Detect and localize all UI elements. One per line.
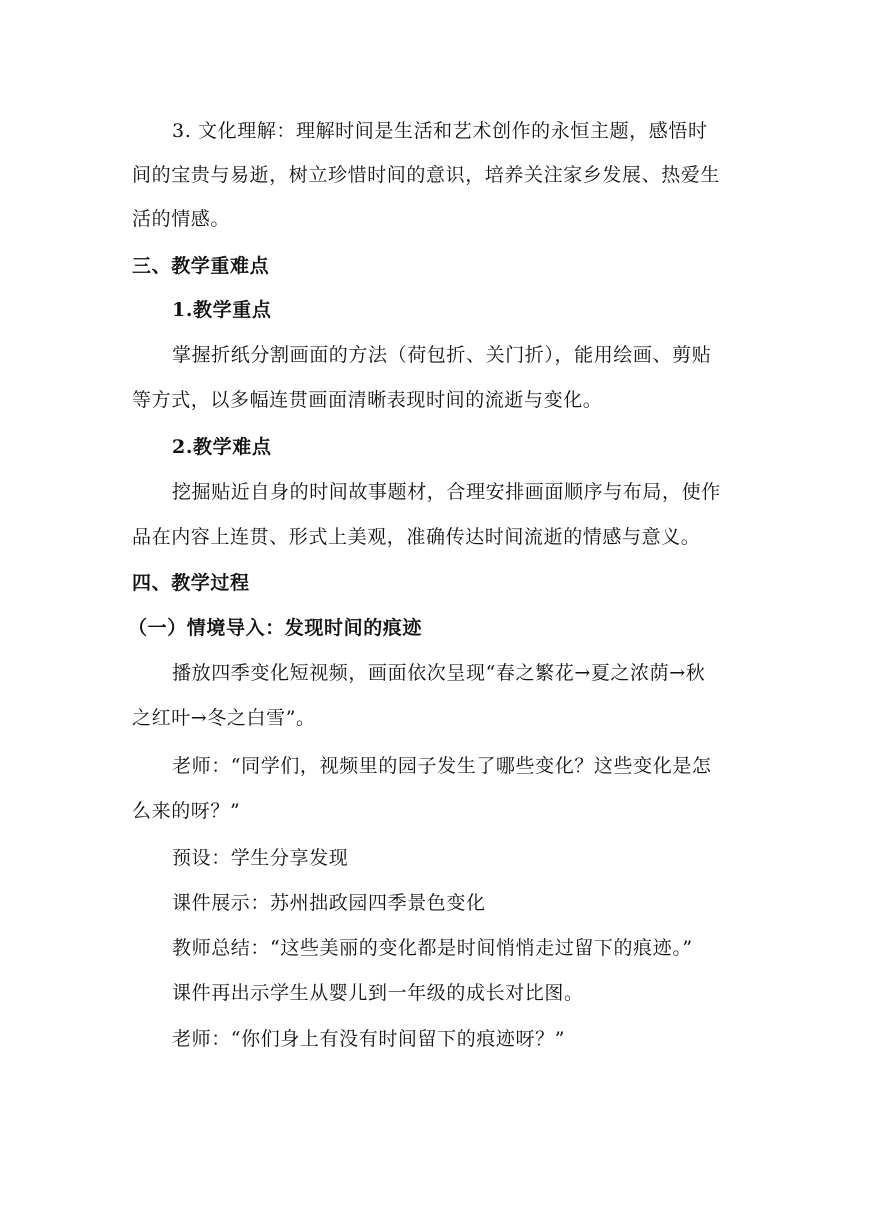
teacher-summary-line: 教师总结：“这些美丽的变化都是时间悄悄走过留下的痕迹。” (172, 937, 693, 959)
difficult-point-line-2: 品在内容上连贯、形式上美观，准确传达时间流逝的情感与意义。 (132, 526, 701, 548)
teacher-question-1-line-1: 老师：“同学们，视频里的园子发生了哪些变化？这些变化是怎 (172, 755, 712, 777)
subsection-heading-situation-intro: （一）情境导入：发现时间的痕迹 (128, 617, 423, 639)
culture-understanding-line-2: 间的宝贵与易逝，树立珍惜时间的意识，培养关注家乡发展、热爱生 (132, 164, 721, 186)
courseware-line-2: 课件再出示学生从婴儿到一年级的成长对比图。 (172, 982, 584, 1004)
culture-understanding-line-1: 3. 文化理解：理解时间是生活和艺术创作的永恒主题，感悟时 (172, 120, 708, 142)
section-heading-teaching-process: 四、教学过程 (132, 572, 250, 594)
section-heading-key-difficult-points: 三、教学重难点 (132, 255, 270, 277)
teacher-question-1-line-2: 么来的呀？” (132, 800, 241, 822)
key-point-title: 1.教学重点 (172, 299, 272, 321)
teacher-question-2-line: 老师：“你们身上有没有时间留下的痕迹呀？” (172, 1028, 566, 1050)
video-paragraph-line-1: 播放四季变化短视频，画面依次呈现“春之繁花→夏之浓荫→秋 (172, 662, 706, 684)
key-point-line-2: 等方式，以多幅连贯画面清晰表现时间的流逝与变化。 (132, 389, 603, 411)
key-point-line-1: 掌握折纸分割画面的方法（荷包折、关门折），能用绘画、剪贴 (172, 344, 712, 366)
preset-line: 预设：学生分享发现 (172, 847, 349, 869)
difficult-point-title: 2.教学难点 (172, 436, 272, 458)
courseware-line-1: 课件展示：苏州拙政园四季景色变化 (172, 892, 486, 914)
culture-understanding-line-3: 活的情感。 (132, 208, 231, 230)
video-paragraph-line-2: 之红叶→冬之白雪”。 (132, 707, 316, 729)
difficult-point-line-1: 挖掘贴近自身的时间故事题材，合理安排画面顺序与布局，使作 (172, 481, 721, 503)
